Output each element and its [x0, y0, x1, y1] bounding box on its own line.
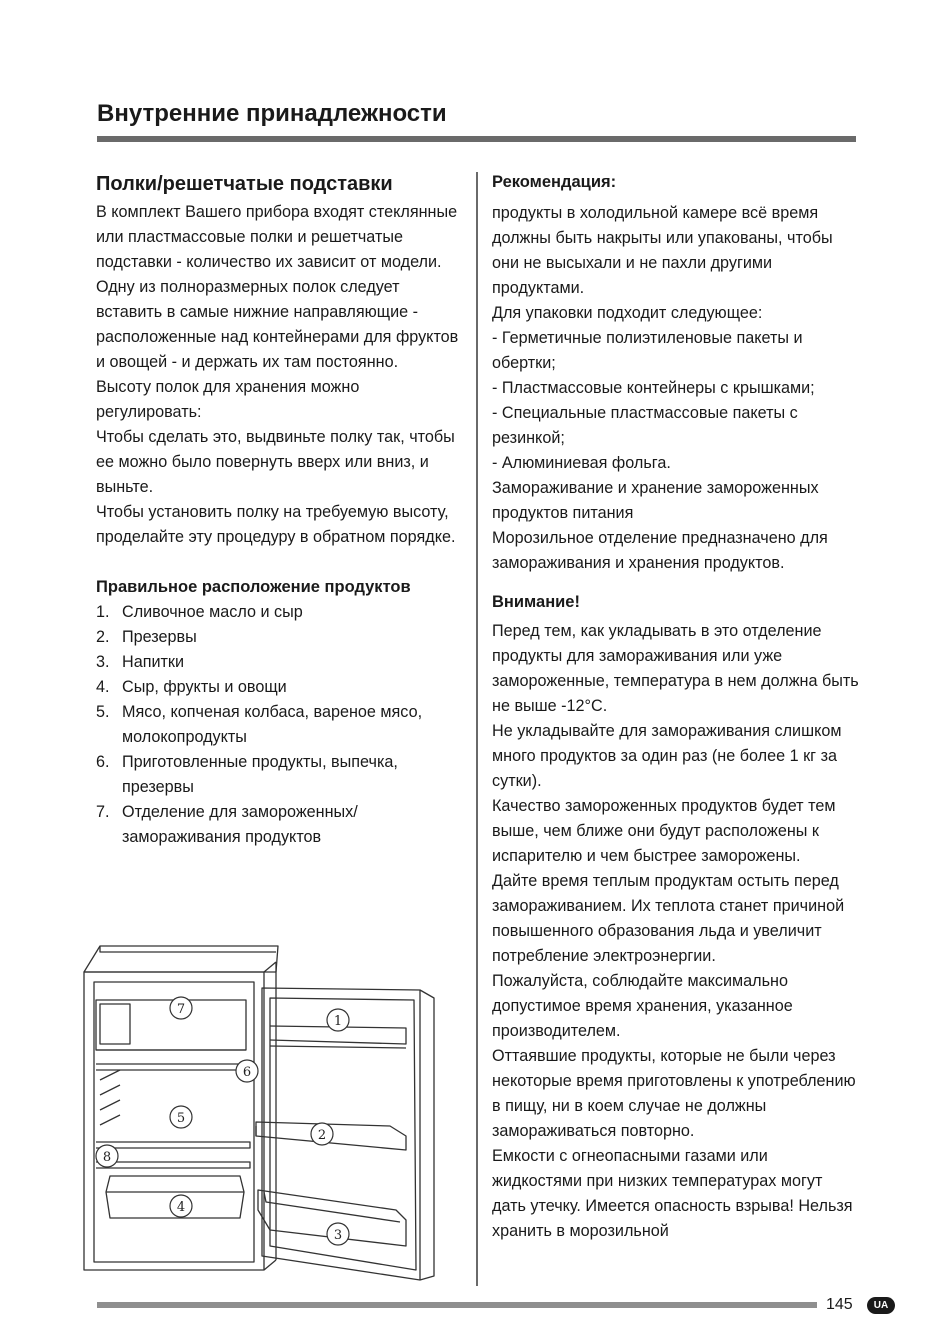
warning-paragraph: Дайте время теплым продуктам остыть перед замораживанием. Их теплота станет причиной повышенного образования льда и увеличит потребление электроэнергии.	[492, 872, 845, 965]
recommendation-paragraph: - Специальные пластмассовые пакеты с резинкой;	[492, 404, 798, 447]
list-item-text: Приготовленные продукты, выпечка, презервы	[122, 753, 398, 796]
list-item-text: Сливочное масло и сыр	[122, 603, 303, 621]
placement-list	[96, 600, 468, 850]
warning-paragraph: Не укладывайте для замораживания слишком много продуктов за один раз (не более 1 кг за сутки).	[492, 722, 842, 790]
recommendation-paragraph: - Пластмассовые контейнеры с крышками;	[492, 379, 815, 397]
language-badge: UA	[867, 1297, 895, 1314]
list-item-text: Отделение для замороженных/ замораживания продуктов	[122, 803, 358, 846]
page-number: 145	[826, 1296, 853, 1313]
list-item-number: 5.	[96, 703, 110, 721]
list-item-text: Презервы	[122, 628, 197, 646]
recommendation-paragraph: Для упаковки подходит следующее:	[492, 304, 763, 322]
shelves-paragraph: Чтобы сделать это, выдвиньте полку так, чтобы ее можно было повернуть вверх или вниз, и выньте.	[96, 428, 455, 496]
shelves-paragraph: В комплект Вашего прибора входят стеклянные или пластмассовые полки и решетчатые подставки - количество их зависит от модели.	[96, 203, 458, 271]
right-column	[492, 168, 860, 1244]
recommendation-paragraph: Морозильное отделение предназначено для замораживания и хранения продуктов.	[492, 529, 828, 572]
list-item-text: Мясо, копченая колбаса, вареное мясо, молокопродукты	[122, 703, 423, 746]
left-column	[96, 168, 468, 850]
shelves-paragraph: Одну из полноразмерных полок следует вставить в самые нижние направляющие - расположенные над контейнерами для фруктов и овощей - и держать их там постоянно.	[96, 278, 459, 371]
warning-heading: Внимание!	[492, 593, 580, 611]
list-item-text: Напитки	[122, 653, 185, 671]
list-item-number: 3.	[96, 653, 110, 671]
warning-paragraph: Качество замороженных продуктов будет тем выше, чем ближе они будут расположены к испарителю и чем быстрее заморожены.	[492, 797, 836, 865]
recommendation-heading: Рекомендация:	[492, 173, 617, 191]
callout-1: 1	[333, 1014, 343, 1029]
shelves-heading: Полки/решетчатые подставки	[96, 173, 393, 195]
callout-3: 3	[333, 1228, 343, 1243]
list-item-number: 4.	[96, 678, 110, 696]
list-item-number: 1.	[96, 603, 110, 621]
list-item	[96, 800, 468, 850]
callout-8: 8	[102, 1150, 112, 1165]
shelves-paragraph: Чтобы установить полку на требуемую высоту, проделайте эту процедуру в обратном порядке.	[96, 503, 456, 546]
recommendation-paragraph: - Алюминиевая фольга.	[492, 454, 671, 472]
warning-paragraph: Пожалуйста, соблюдайте максимально допустимое время хранения, указанное производителем.	[492, 972, 793, 1040]
recommendation-paragraph: Замораживание и хранение замороженных продуктов питания	[492, 479, 819, 522]
warning-paragraph: Оттаявшие продукты, которые не были через некоторые время приготовлены к употреблению в пищу, ни в коем случае не должны замораживаться повторно.	[492, 1047, 856, 1140]
callout-5: 5	[176, 1111, 186, 1126]
recommendation-paragraph: - Герметичные полиэтиленовые пакеты и обертки;	[492, 329, 803, 372]
page-title: Внутренние принадлежности	[97, 100, 447, 127]
footer-rule	[97, 1302, 817, 1308]
list-item	[96, 675, 468, 700]
fridge-diagram	[80, 940, 440, 1290]
list-item-number: 7.	[96, 803, 110, 821]
column-divider	[476, 172, 478, 1286]
warning-paragraph: Емкости с огнеопасными газами или жидкостями при низких температурах могут дать утечку. Имеется опасность взрыва! Нельзя хранить в морозильной	[492, 1147, 853, 1240]
shelves-paragraph: Высоту полок для хранения можно регулировать:	[96, 378, 360, 421]
callout-6: 6	[242, 1065, 252, 1080]
list-item	[96, 625, 468, 650]
list-item	[96, 750, 468, 800]
callout-4: 4	[176, 1200, 186, 1215]
title-rule	[97, 136, 856, 142]
warning-paragraph: Перед тем, как укладывать в это отделение продукты для замораживания или уже замороженные, температура в нем должна быть не выше -12°C.	[492, 622, 859, 715]
list-item-number: 2.	[96, 628, 110, 646]
placement-heading: Правильное расположение продуктов	[96, 578, 411, 596]
list-item-number: 6.	[96, 753, 110, 771]
list-item	[96, 600, 468, 625]
callout-7: 7	[176, 1002, 186, 1017]
list-item	[96, 650, 468, 675]
callout-2: 2	[317, 1128, 327, 1143]
list-item-text: Сыр, фрукты и овощи	[122, 678, 287, 696]
recommendation-paragraph: продукты в холодильной камере всё время должны быть накрыты или упакованы, чтобы они не высыхали и не пахли другими продуктами.	[492, 204, 833, 297]
list-item	[96, 700, 468, 750]
